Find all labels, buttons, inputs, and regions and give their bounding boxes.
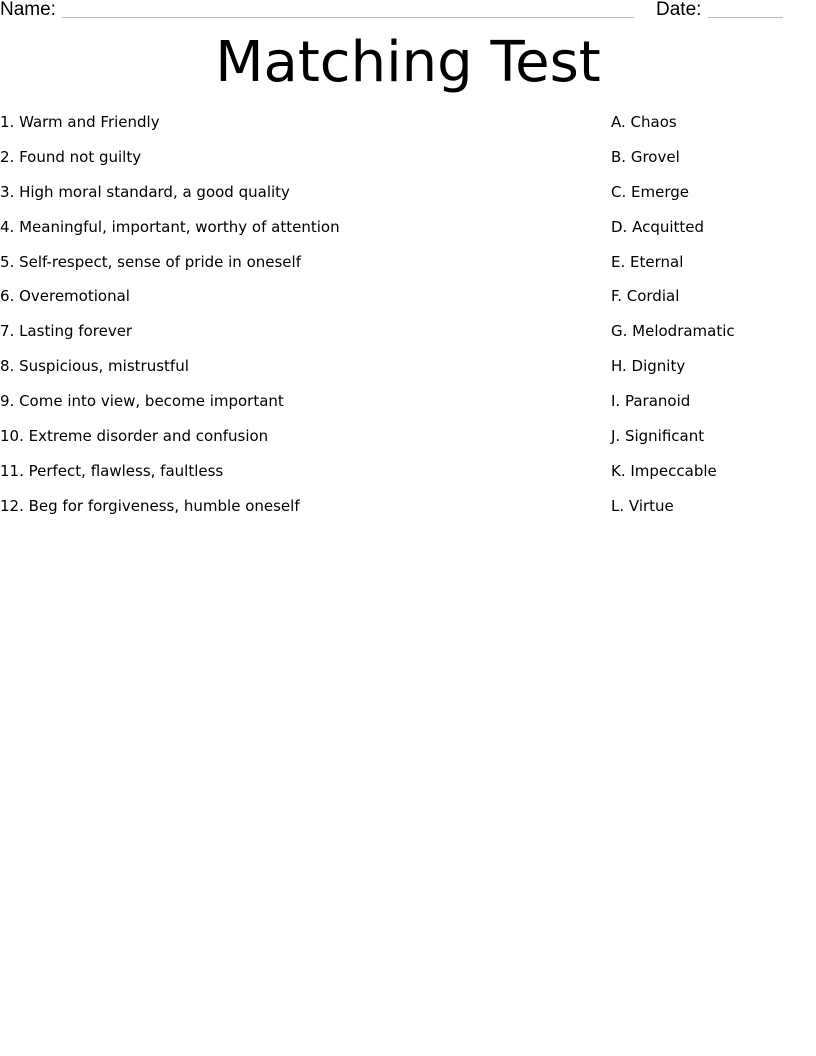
answer-item: F. Cordial xyxy=(611,287,680,306)
clue-item: 9. Come into view, become important xyxy=(0,392,284,411)
date-label: Date: xyxy=(656,0,702,20)
name-label: Name: xyxy=(0,0,56,20)
answer-item: K. Impeccable xyxy=(611,461,717,480)
clue-item: 6. Overemotional xyxy=(0,287,130,306)
clue-item: 8. Suspicious, mistrustful xyxy=(0,357,189,376)
name-field[interactable] xyxy=(62,17,634,18)
answer-item: D. Acquitted xyxy=(611,217,705,236)
clue-item: 10. Extreme disorder and confusion xyxy=(0,427,269,446)
clue-item: 3. High moral standard, a good quality xyxy=(0,182,290,201)
answer-item: B. Grovel xyxy=(611,147,680,166)
answer-item: J. Significant xyxy=(611,427,705,446)
answer-item: G. Melodramatic xyxy=(611,322,735,341)
answer-item: L. Virtue xyxy=(611,496,674,515)
clue-item: 4. Meaningful, important, worthy of attention xyxy=(0,217,340,236)
clue-item: 5. Self-respect, sense of pride in oneself xyxy=(0,252,301,271)
clue-item: 7. Lasting forever xyxy=(0,322,133,341)
answer-item: I. Paranoid xyxy=(611,392,691,411)
date-field[interactable] xyxy=(708,17,783,18)
clue-item: 1. Warm and Friendly xyxy=(0,113,160,131)
answer-list xyxy=(611,111,811,530)
page-title: Matching Test xyxy=(215,30,601,95)
answer-item: H. Dignity xyxy=(611,357,686,376)
answer-item: A. Chaos xyxy=(611,113,677,131)
answer-item: C. Emerge xyxy=(611,182,689,201)
answer-item: E. Eternal xyxy=(611,252,684,271)
clue-item: 11. Perfect, flawless, faultless xyxy=(0,461,224,480)
clue-item: 12. Beg for forgiveness, humble oneself xyxy=(0,496,300,515)
clue-list xyxy=(0,111,560,530)
clue-item: 2. Found not guilty xyxy=(0,147,142,166)
